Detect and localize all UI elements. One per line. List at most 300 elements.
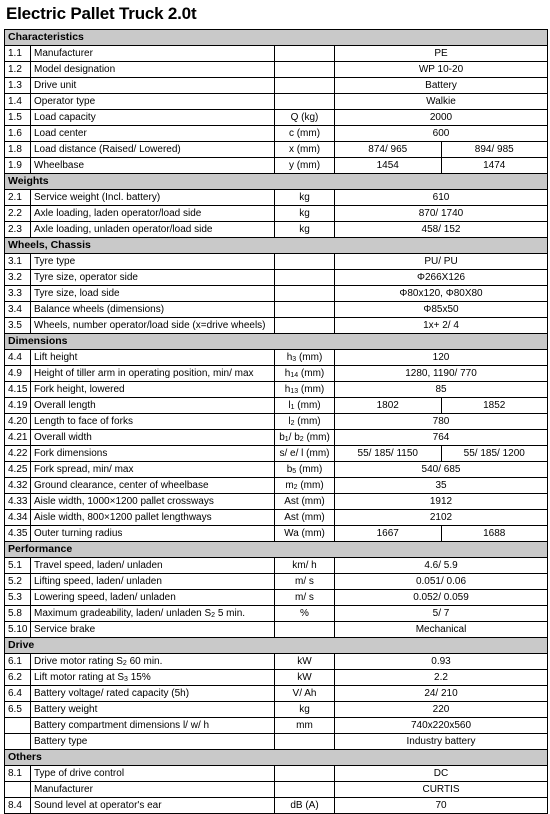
table-row [5, 126, 548, 142]
row-value: Φ80x120, Φ80X80 [335, 286, 548, 302]
row-unit [275, 734, 335, 750]
row-unit [275, 270, 335, 286]
row-value: 2102 [335, 510, 548, 526]
row-number: 4.22 [5, 446, 31, 462]
table-row [5, 398, 548, 414]
label-text: Sound level at operator's ear [34, 800, 162, 811]
row-value: 780 [335, 414, 548, 430]
label-text: Aisle width, 800×1200 pallet lengthways [34, 512, 212, 523]
label-text-end: 15% [127, 672, 151, 683]
row-unit [275, 654, 335, 670]
label-subscript: 3 [124, 676, 128, 683]
unit-text: mm [296, 720, 313, 731]
row-unit [275, 558, 335, 574]
row-label [31, 478, 275, 494]
label-text: Tyre type [34, 256, 76, 267]
unit-text: Ast (mm) [284, 512, 325, 523]
row-label [31, 574, 275, 590]
row-label [31, 798, 275, 814]
unit-text: / b [288, 432, 300, 443]
row-value: 5/ 7 [335, 606, 548, 622]
row-number: 4.15 [5, 382, 31, 398]
label-text: Aisle width, 1000×1200 pallet crossways [34, 496, 214, 507]
row-unit [275, 142, 335, 158]
row-unit [275, 462, 335, 478]
unit-text: (mm) [294, 400, 321, 411]
row-number: 6.2 [5, 670, 31, 686]
unit-text: % [300, 608, 309, 619]
table-row [5, 46, 548, 62]
row-value-variant-1: 874/ 965 [335, 142, 442, 158]
unit-text: m/ s [295, 592, 314, 603]
row-unit [275, 670, 335, 686]
table-row [5, 382, 548, 398]
label-text: Tyre size, operator side [34, 272, 138, 283]
row-number: 4.33 [5, 494, 31, 510]
unit-text: (mm) [298, 384, 325, 395]
row-number: 5.2 [5, 574, 31, 590]
row-value: DC [335, 766, 548, 782]
label-text: Model designation [34, 64, 116, 75]
row-number: 1.9 [5, 158, 31, 174]
unit-text: h [284, 368, 291, 379]
row-number: 1.5 [5, 110, 31, 126]
row-unit [275, 302, 335, 318]
unit-text: kg [299, 192, 310, 203]
table-row [5, 318, 548, 334]
section-header [5, 174, 548, 190]
row-value-variant-2: 894/ 985 [441, 142, 548, 158]
label-text: Service weight (Incl. battery) [34, 192, 161, 203]
unit-text: m/ s [295, 576, 314, 587]
row-label [31, 686, 275, 702]
row-value: Battery [335, 78, 548, 94]
row-value: 35 [335, 478, 548, 494]
table-row [5, 622, 548, 638]
label-text: Balance wheels (dimensions) [34, 304, 165, 315]
unit-text: (mm) [294, 416, 321, 427]
row-value: 764 [335, 430, 548, 446]
table-row [5, 670, 548, 686]
table-row [5, 526, 548, 542]
row-value-variant-2: 55/ 185/ 1200 [441, 446, 548, 462]
row-unit [275, 494, 335, 510]
table-row [5, 734, 548, 750]
table-row [5, 110, 548, 126]
row-unit [275, 718, 335, 734]
label-text: Lift motor rating at S [34, 672, 125, 683]
row-unit [275, 590, 335, 606]
row-value: 1280, 1190/ 770 [335, 366, 548, 382]
unit-subscript: 13 [290, 388, 299, 395]
row-number: 1.8 [5, 142, 31, 158]
row-value-variant-2: 1474 [441, 158, 548, 174]
row-label [31, 782, 275, 798]
row-value: 0.052/ 0.059 [335, 590, 548, 606]
section-title: Others [5, 750, 548, 766]
table-row [5, 574, 548, 590]
row-label [31, 206, 275, 222]
label-text: Tyre size, load side [34, 288, 120, 299]
row-unit [275, 318, 335, 334]
table-row [5, 558, 548, 574]
document-title: Electric Pallet Truck 2.0t [6, 4, 197, 23]
section-title: Performance [5, 542, 548, 558]
row-label [31, 766, 275, 782]
row-label [31, 254, 275, 270]
row-number: 4.34 [5, 510, 31, 526]
label-subscript: 2 [211, 612, 216, 619]
row-unit [275, 94, 335, 110]
row-value: 458/ 152 [335, 222, 548, 238]
row-label [31, 142, 275, 158]
table-row [5, 414, 548, 430]
row-value: 600 [335, 126, 548, 142]
unit-text: (mm) [296, 464, 323, 475]
row-value: 70 [335, 798, 548, 814]
label-text: Drive motor rating S [34, 656, 123, 667]
table-row [5, 222, 548, 238]
row-value: 220 [335, 702, 548, 718]
row-value: Mechanical [335, 622, 548, 638]
row-value: 610 [335, 190, 548, 206]
row-number: 8.1 [5, 766, 31, 782]
unit-text: Q (kg) [290, 112, 319, 123]
row-label [31, 126, 275, 142]
row-label [31, 158, 275, 174]
unit-text: m [285, 480, 294, 491]
row-unit [275, 286, 335, 302]
row-unit [275, 478, 335, 494]
label-text: Fork height, lowered [34, 384, 125, 395]
unit-text: b [279, 432, 285, 443]
label-text: Fork spread, min/ max [34, 464, 134, 475]
section-header [5, 542, 548, 558]
row-label [31, 526, 275, 542]
row-label [31, 606, 275, 622]
row-unit [275, 574, 335, 590]
row-value: Walkie [335, 94, 548, 110]
row-value: PU/ PU [335, 254, 548, 270]
row-label [31, 222, 275, 238]
label-text-end: 5 min. [215, 608, 246, 619]
row-unit [275, 46, 335, 62]
row-unit [275, 366, 335, 382]
unit-text: kg [299, 224, 310, 235]
row-number: 3.5 [5, 318, 31, 334]
unit-text: s/ e/ l (mm) [279, 448, 330, 459]
row-label [31, 270, 275, 286]
unit-subscript: 2 [290, 420, 295, 427]
row-value: 1x+ 2/ 4 [335, 318, 548, 334]
unit-text: (mm) [303, 432, 330, 443]
row-unit [275, 702, 335, 718]
label-text: Travel speed, laden/ unladen [34, 560, 163, 571]
row-unit [275, 350, 335, 366]
unit-text: c (mm) [288, 128, 321, 139]
table-row [5, 254, 548, 270]
row-number: 4.35 [5, 526, 31, 542]
label-text: Operator type [34, 96, 96, 107]
label-text: Manufacturer [34, 784, 93, 795]
row-value: 540/ 685 [335, 462, 548, 478]
unit-subscript: 14 [290, 372, 299, 379]
row-unit [275, 206, 335, 222]
label-text: Lift height [34, 352, 78, 363]
unit-subscript: 1 [284, 436, 289, 443]
row-value: 2.2 [335, 670, 548, 686]
table-row [5, 158, 548, 174]
row-label [31, 190, 275, 206]
row-unit [275, 398, 335, 414]
row-label [31, 590, 275, 606]
row-value: 2000 [335, 110, 548, 126]
table-row [5, 494, 548, 510]
table-row [5, 350, 548, 366]
row-label [31, 654, 275, 670]
label-text: Service brake [34, 624, 96, 635]
table-row [5, 510, 548, 526]
unit-text: h [284, 384, 291, 395]
unit-text: V/ Ah [292, 688, 317, 699]
unit-text: l [288, 416, 291, 427]
label-text: Battery weight [34, 704, 98, 715]
row-label [31, 446, 275, 462]
row-unit [275, 622, 335, 638]
table-row [5, 94, 548, 110]
table-row [5, 590, 548, 606]
row-unit [275, 254, 335, 270]
label-text: Wheels, number operator/load side (x=drive wheels) [34, 320, 266, 331]
table-row [5, 430, 548, 446]
unit-text: (mm) [297, 480, 324, 491]
label-text: Height of tiller arm in operating position, min/ max [34, 368, 254, 379]
table-row [5, 366, 548, 382]
row-number: 4.9 [5, 366, 31, 382]
row-unit [275, 446, 335, 462]
unit-text: kg [299, 704, 310, 715]
row-unit [275, 222, 335, 238]
row-value: 870/ 1740 [335, 206, 548, 222]
table-row [5, 606, 548, 622]
row-label [31, 94, 275, 110]
row-number: 3.3 [5, 286, 31, 302]
row-unit [275, 606, 335, 622]
section-header [5, 30, 548, 46]
unit-subscript: 2 [293, 484, 298, 491]
row-value-variant-1: 1802 [335, 398, 442, 414]
row-label [31, 382, 275, 398]
row-unit [275, 126, 335, 142]
row-value: 85 [335, 382, 548, 398]
row-number: 1.1 [5, 46, 31, 62]
row-number: 4.21 [5, 430, 31, 446]
row-number: 2.2 [5, 206, 31, 222]
row-value-variant-2: 1852 [441, 398, 548, 414]
row-unit [275, 686, 335, 702]
row-number: 5.3 [5, 590, 31, 606]
row-label [31, 46, 275, 62]
label-text: Drive unit [34, 80, 77, 91]
row-label [31, 622, 275, 638]
table-row [5, 206, 548, 222]
row-label [31, 414, 275, 430]
unit-text: (mm) [298, 368, 325, 379]
row-unit [275, 414, 335, 430]
table-row [5, 782, 548, 798]
row-number: 5.10 [5, 622, 31, 638]
table-row [5, 478, 548, 494]
row-number: 1.6 [5, 126, 31, 142]
table-row [5, 270, 548, 286]
row-label [31, 558, 275, 574]
table-row [5, 190, 548, 206]
row-value: 4.6/ 5.9 [335, 558, 548, 574]
table-row [5, 142, 548, 158]
unit-text: km/ h [292, 560, 317, 571]
row-unit [275, 62, 335, 78]
row-value: Φ266X126 [335, 270, 548, 286]
table-row [5, 702, 548, 718]
row-number: 4.32 [5, 478, 31, 494]
unit-text: b [286, 464, 293, 475]
row-label [31, 734, 275, 750]
row-value: 740x220x560 [335, 718, 548, 734]
label-text: Maximum gradeability, laden/ unladen S [34, 608, 212, 619]
row-unit [275, 510, 335, 526]
unit-subscript: 3 [292, 356, 297, 363]
row-unit [275, 526, 335, 542]
label-text: Load center [34, 128, 87, 139]
row-number: 2.3 [5, 222, 31, 238]
row-number: 3.1 [5, 254, 31, 270]
row-value: 24/ 210 [335, 686, 548, 702]
row-value: 0.93 [335, 654, 548, 670]
row-number: 4.19 [5, 398, 31, 414]
table-row [5, 462, 548, 478]
label-text: Type of drive control [34, 768, 125, 779]
table-row [5, 286, 548, 302]
unit-text: l [288, 400, 291, 411]
row-label [31, 78, 275, 94]
label-text: Battery voltage/ rated capacity (5h) [34, 688, 190, 699]
label-text: Load capacity [34, 112, 96, 123]
row-value: 1912 [335, 494, 548, 510]
row-number: 4.4 [5, 350, 31, 366]
label-text: Length to face of forks [34, 416, 133, 427]
label-text: Ground clearance, center of wheelbase [34, 480, 209, 491]
label-text: Load distance (Raised/ Lowered) [34, 144, 181, 155]
row-value: CURTIS [335, 782, 548, 798]
row-label [31, 302, 275, 318]
row-number: 4.25 [5, 462, 31, 478]
table-row [5, 686, 548, 702]
row-label [31, 670, 275, 686]
section-header [5, 750, 548, 766]
table-row [5, 718, 548, 734]
row-unit [275, 430, 335, 446]
row-number [5, 782, 31, 798]
unit-subscript: 2 [299, 436, 304, 443]
row-value: Φ85x50 [335, 302, 548, 318]
row-number: 2.1 [5, 190, 31, 206]
unit-text: y (mm) [288, 160, 321, 171]
unit-text: kg [299, 208, 310, 219]
label-text: Lifting speed, laden/ unladen [34, 576, 162, 587]
row-label [31, 318, 275, 334]
row-number: 6.4 [5, 686, 31, 702]
spec-table [4, 29, 548, 814]
label-text: Manufacturer [34, 48, 93, 59]
label-text: Overall width [34, 432, 92, 443]
row-value: WP 10-20 [335, 62, 548, 78]
row-label [31, 110, 275, 126]
unit-text: Ast (mm) [284, 496, 325, 507]
label-subscript: 2 [122, 660, 127, 667]
table-row [5, 446, 548, 462]
row-unit [275, 78, 335, 94]
label-text: Axle loading, unladen operator/load side [34, 224, 213, 235]
row-value: Industry battery [335, 734, 548, 750]
label-text: Battery compartment dimensions l/ w/ h [34, 720, 210, 731]
label-text: Outer turning radius [34, 528, 123, 539]
unit-text: Wa (mm) [284, 528, 325, 539]
row-number: 5.8 [5, 606, 31, 622]
row-number: 6.5 [5, 702, 31, 718]
unit-text: dB (A) [290, 800, 319, 811]
table-row [5, 78, 548, 94]
table-row [5, 302, 548, 318]
row-unit [275, 766, 335, 782]
section-header [5, 238, 548, 254]
row-unit [275, 110, 335, 126]
label-text-end: 60 min. [126, 656, 163, 667]
row-value-variant-1: 55/ 185/ 1150 [335, 446, 442, 462]
row-label [31, 510, 275, 526]
row-number [5, 718, 31, 734]
row-value: 0.051/ 0.06 [335, 574, 548, 590]
row-label [31, 702, 275, 718]
section-title: Wheels, Chassis [5, 238, 548, 254]
row-unit [275, 798, 335, 814]
section-title: Weights [5, 174, 548, 190]
row-label [31, 366, 275, 382]
row-value-variant-2: 1688 [441, 526, 548, 542]
row-number: 1.4 [5, 94, 31, 110]
label-text: Battery type [34, 736, 88, 747]
table-row [5, 766, 548, 782]
row-label [31, 286, 275, 302]
label-text: Overall length [34, 400, 96, 411]
row-label [31, 494, 275, 510]
section-header [5, 334, 548, 350]
row-unit [275, 782, 335, 798]
row-label [31, 350, 275, 366]
row-number [5, 734, 31, 750]
row-label [31, 430, 275, 446]
unit-subscript: 5 [292, 468, 297, 475]
row-label [31, 398, 275, 414]
section-header [5, 638, 548, 654]
row-value-variant-1: 1667 [335, 526, 442, 542]
unit-text: (mm) [296, 352, 323, 363]
unit-text: kW [297, 672, 312, 683]
row-number: 1.2 [5, 62, 31, 78]
row-number: 3.4 [5, 302, 31, 318]
row-number: 5.1 [5, 558, 31, 574]
unit-text: h [286, 352, 293, 363]
row-number: 6.1 [5, 654, 31, 670]
